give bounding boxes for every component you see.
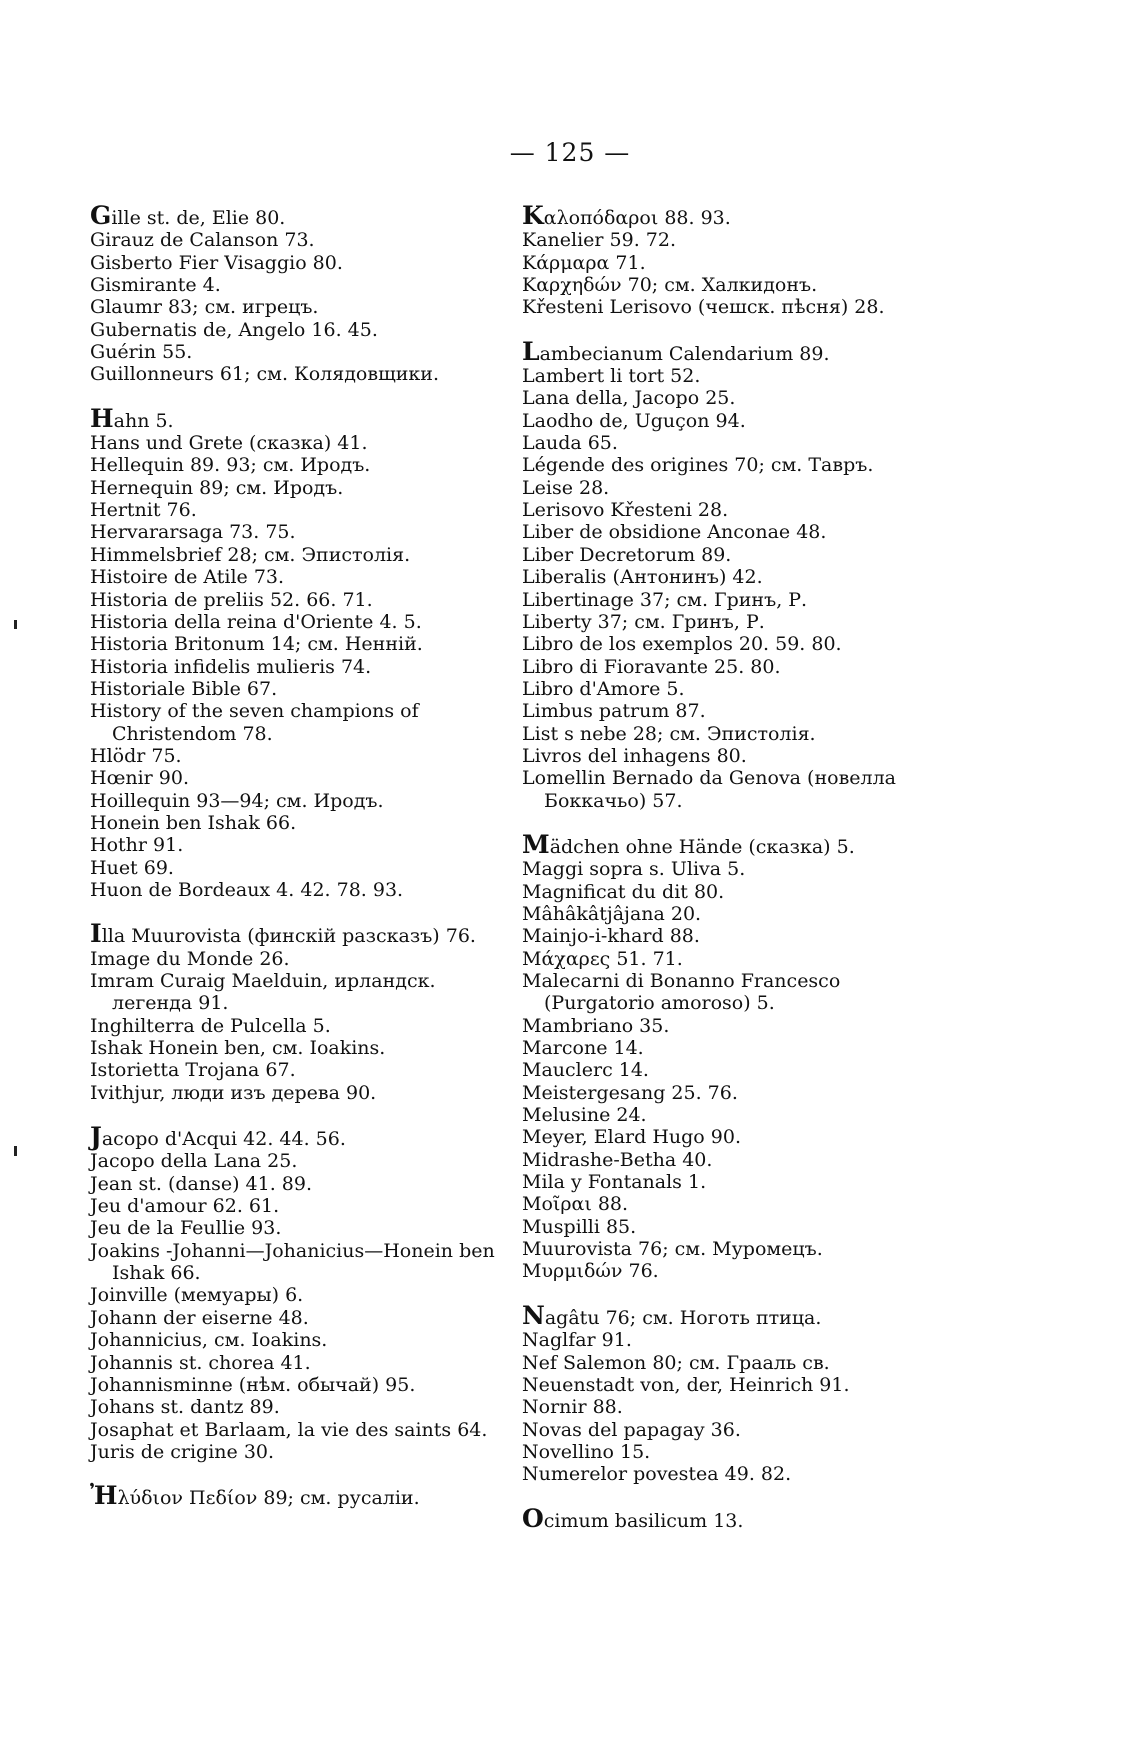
index-entry: Joakins -Johanni—Johanicius—Honein ben Ishak 66.	[90, 1239, 495, 1285]
index-entry: Mädchen ohne Hände (сказка) 5.	[522, 829, 855, 859]
index-entry: Novas del papagay 36.	[522, 1418, 741, 1441]
index-entry: Inghilterra de Pulcella 5.	[90, 1014, 331, 1037]
index-entry: Μυρμιδών 76.	[522, 1260, 659, 1283]
index-column-right	[522, 201, 942, 1554]
index-entry: Mainjo-i-khard 88.	[522, 925, 700, 948]
index-entry: Ἠλύδιον Πεδίον 89; см. русаліи.	[90, 1481, 420, 1511]
index-entry: Johannicius, см. Ioakins.	[90, 1329, 328, 1352]
index-entry: Ishak Honein ben, см. Ioakins.	[90, 1037, 386, 1060]
index-entry: Historia infidelis mulieris 74.	[90, 655, 372, 678]
index-entry: Neuenstadt von, der, Heinrich 91.	[522, 1373, 850, 1396]
index-entry: Istorietta Trojana 67.	[90, 1059, 296, 1082]
index-entry: Livros del inhagens 80.	[522, 744, 747, 767]
index-entry: Lana della, Jacopo 25.	[522, 387, 736, 410]
index-entry: Malecarni di Bonanno Francesco (Purgatorio amoroso) 5.	[522, 970, 841, 1015]
letter-group-j	[90, 1122, 510, 1463]
index-entry: Hahn 5.	[90, 403, 174, 433]
index-entry: Libro di Fioravante 25. 80.	[522, 655, 781, 678]
index-entry: Hœnir 90.	[90, 767, 190, 790]
index-entry: Libro d'Amore 5.	[522, 677, 685, 700]
index-entry: Liberalis (Антонинъ) 42.	[522, 566, 763, 589]
index-entry: Hothr 91.	[90, 834, 184, 857]
index-entry: Καλοπόδαροι 88. 93.	[522, 201, 731, 230]
index-entry: Johann der eiserne 48.	[90, 1306, 309, 1329]
index-entry: Gismirante 4.	[90, 274, 221, 297]
index-entry: Mambriano 35.	[522, 1014, 670, 1037]
index-entry: Guillonneurs 61; см. Колядовщики.	[90, 363, 439, 386]
index-entry: Laodho de, Uguçon 94.	[522, 409, 746, 432]
index-entry: List s nebe 28; см. Эпистолія.	[522, 722, 816, 745]
index-entry: Glaumr 83; см. игрецъ.	[90, 296, 319, 319]
index-entry: Jacopo d'Acqui 42. 44. 56.	[90, 1122, 346, 1152]
index-entry: Meistergesang 25. 76.	[522, 1081, 738, 1104]
index-entry: Libro de los exemplos 20. 59. 80.	[522, 633, 842, 656]
index-entry: Novellino 15.	[522, 1440, 651, 1463]
letter-group-k	[522, 201, 942, 319]
index-entry: History of the seven champions of Christendom 78.	[90, 700, 419, 745]
index-entry: Limbus patrum 87.	[522, 700, 706, 723]
index-entry: Hertnit 76.	[90, 499, 197, 522]
index-entry: Gisberto Fier Visaggio 80.	[90, 251, 343, 274]
index-entry: Καρχηδών 70; см. Халкидонъ.	[522, 274, 818, 297]
letter-group-g	[90, 201, 510, 386]
index-entry: Lambert li tort 52.	[522, 365, 701, 388]
index-entry: Jacopo della Lana 25.	[90, 1150, 298, 1173]
index-entry: Gubernatis de, Angelo 16. 45.	[90, 318, 378, 341]
page-number: — 125 —	[509, 138, 631, 167]
index-entry: Magnificat du dit 80.	[522, 880, 725, 903]
index-entry: Lerisovo Křesteni 28.	[522, 499, 729, 522]
index-entry: Κάρμαρα 71.	[522, 251, 646, 274]
index-entry: Himmelsbrief 28; см. Эпистолія.	[90, 543, 411, 566]
index-entry: Image du Monde 26.	[90, 947, 290, 970]
index-entry: Liber Decretorum 89.	[522, 543, 732, 566]
letter-group-h	[90, 403, 510, 902]
letter-group-n	[522, 1300, 942, 1486]
index-entry: Illa Muurovista (финскій разсказъ) 76.	[90, 919, 476, 949]
index-entry: Hoillequin 93—94; см. Иродъ.	[90, 789, 384, 812]
index-entry: Maggi sopra s. Uliva 5.	[522, 858, 746, 881]
index-entry: Hernequin 89; см. Иродъ.	[90, 476, 344, 499]
index-entry: Historiale Bible 67.	[90, 677, 278, 700]
index-entry: Mâhâkâtjâjana 20.	[522, 902, 702, 925]
index-entry: Honein ben Ishak 66.	[90, 811, 297, 834]
index-entry: Josaphat et Barlaam, la vie des saints 64.	[90, 1418, 488, 1441]
index-entry: Muspilli 85.	[522, 1215, 637, 1238]
index-entry: Naglfar 91.	[522, 1329, 632, 1352]
index-entry: Historia della reina d'Oriente 4. 5.	[90, 610, 422, 633]
index-entry: Girauz de Calanson 73.	[90, 229, 315, 252]
index-entry: Libertinage 37; см. Гринъ, Р.	[522, 588, 808, 611]
index-entry: Numerelor povestea 49. 82.	[522, 1463, 792, 1486]
letter-group-i	[90, 919, 510, 1104]
index-entry: Huet 69.	[90, 856, 174, 879]
index-entry: Hellequin 89. 93; см. Иродъ.	[90, 454, 371, 477]
index-entry: Imram Curaig Maelduin, ирландск. легенда 91.	[90, 970, 436, 1015]
margin-mark	[14, 1146, 17, 1156]
index-entry: Μοῖραι 88.	[522, 1193, 629, 1216]
index-entry: Jeu de la Feullie 93.	[90, 1217, 282, 1240]
index-entry: Mauclerc 14.	[522, 1059, 649, 1082]
index-entry: Mila y Fontanals 1.	[522, 1171, 707, 1194]
letter-group-ἠ	[90, 1481, 510, 1511]
index-entry: Křesteni Lerisovo (чешск. пѣсня) 28.	[522, 296, 885, 319]
index-entry: Johans st. dantz 89.	[90, 1396, 280, 1419]
index-entry: Lomellin Bernado da Genova (новелла Боккачьо) 57.	[522, 767, 896, 812]
index-entry: Johannis st. chorea 41.	[90, 1351, 311, 1374]
index-entry: Joinville (мемуары) 6.	[90, 1284, 304, 1307]
index-entry: Lambecianum Calendarium 89.	[522, 336, 830, 366]
index-entry: Liber de obsidione Anconae 48.	[522, 521, 827, 544]
index-entry: Johannisminne (нѣм. обычай) 95.	[90, 1373, 416, 1396]
index-entry: Lauda 65.	[522, 432, 618, 455]
index-entry: Huon de Bordeaux 4. 42. 78. 93.	[90, 878, 404, 901]
margin-mark	[14, 620, 17, 629]
index-entry: Melusine 24.	[522, 1104, 647, 1127]
index-entry: Légende des origines 70; см. Тавръ.	[522, 454, 874, 477]
index-entry: Histoire de Atile 73.	[90, 566, 285, 589]
index-entry: Nornir 88.	[522, 1396, 623, 1419]
index-entry: Leise 28.	[522, 476, 610, 499]
index-entry: Μάχαρες 51. 71.	[522, 947, 683, 970]
index-entry: Juris de crigine 30.	[90, 1440, 275, 1463]
letter-group-l	[522, 336, 942, 812]
index-entry: Jean st. (danse) 41. 89.	[90, 1172, 312, 1195]
letter-group-o	[522, 1503, 942, 1533]
index-entry: Hans und Grete (сказка) 41.	[90, 432, 368, 455]
index-column-left	[90, 201, 510, 1532]
index-entry: Nagâtu 76; см. Ноготь птица.	[522, 1300, 822, 1330]
letter-group-m	[522, 829, 942, 1283]
index-entry: Ocimum basilicum 13.	[522, 1503, 744, 1533]
index-entry: Ivithjur, люди изъ дерева 90.	[90, 1081, 377, 1104]
index-entry: Nef Salemon 80; см. Грааль св.	[522, 1351, 830, 1374]
index-entry: Jeu d'amour 62. 61.	[90, 1195, 280, 1218]
index-entry: Historia Britonum 14; см. Ненній.	[90, 633, 423, 656]
index-entry: Historia de preliis 52. 66. 71.	[90, 588, 373, 611]
index-entry: Guérin 55.	[90, 341, 193, 364]
index-entry: Liberty 37; см. Гринъ, Р.	[522, 610, 765, 633]
index-entry: Hlödr 75.	[90, 744, 182, 767]
index-entry: Kanelier 59. 72.	[522, 229, 677, 252]
index-entry: Meyer, Elard Hugo 90.	[522, 1126, 741, 1149]
index-entry: Marcone 14.	[522, 1037, 644, 1060]
index-entry: Midrashe-Betha 40.	[522, 1148, 713, 1171]
index-entry: Hervararsaga 73. 75.	[90, 521, 296, 544]
index-entry: Muurovista 76; см. Муромецъ.	[522, 1238, 823, 1261]
index-entry: Gille st. de, Elie 80.	[90, 201, 286, 230]
